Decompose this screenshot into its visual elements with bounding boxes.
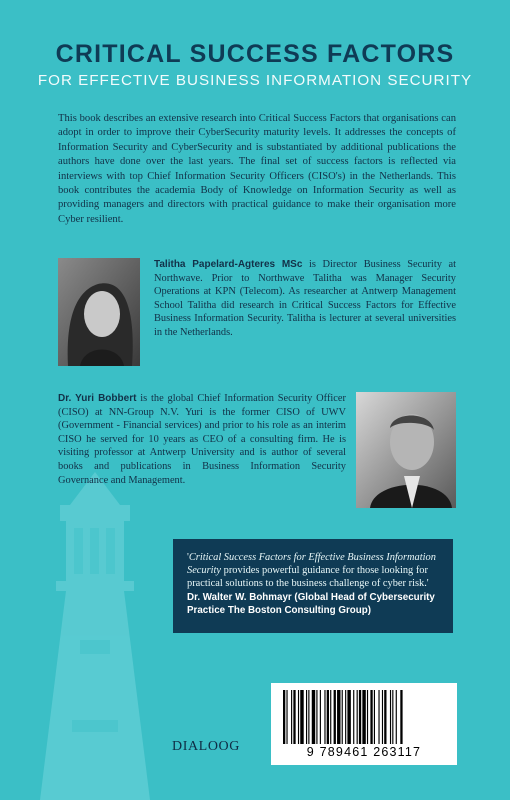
author-bio-text: is the global Chief Information Security Officer (CISO) at NN-Group N.V. Yuri is the former CISO of UWV (Government - Financial services) and prior to his role as an interim CISO he served for 10 years as CEO of a consulting firm. He is visiting professor at Antwerp University and is author of several books and publications in Business Information Security Governance and Management.: [58, 393, 346, 486]
quote-text: provides powerful guidance for those looking for practical solutions to the business challenge of cyber risk.': [187, 565, 429, 589]
book-description: This book describes an extensive research into Critical Success Factors that organisations can adopt in order to improve their CyberSecurity maturity levels. It addresses the concepts of Information Security and CyberSecurity and is substantiated by additional publications the authors have done over the last years. The final set of success factors is reflected via interviews with top Chief Information Security Officers (CISO's) in the Netherlands. This book contributes the academia Body of Knowledge on Information Security as well as providing managers and directors with practical guidance to make their organisation more Cyber resilient.: [58, 113, 456, 225]
publisher-logo: DIALOOG: [172, 739, 240, 754]
author-bio-talitha: [154, 258, 456, 340]
author-bio-text: is Director Business Security at Northwave. Prior to Northwave Talitha was Manager Security Operations at KPN (Telecom). As researcher at Antwerp Management School Talitha did research in Critical Success Factors for Effective Business Information Security. Talitha is lecturer at several universities in the Netherlands.: [154, 259, 456, 338]
isbn-barcode: [271, 683, 457, 765]
endorsement-quote: [173, 539, 453, 633]
quote-book-title: Critical Success Factors for Effective Business Information Security: [187, 552, 436, 576]
barcode-bars: [281, 690, 447, 744]
author-photo-yuri: [356, 392, 456, 508]
isbn-number: 9 789461 263117: [306, 745, 422, 759]
book-subtitle: FOR EFFECTIVE BUSINESS INFORMATION SECURITY: [37, 72, 473, 89]
author-name: Dr. Yuri Bobbert: [58, 393, 137, 404]
quote-open-mark: ': [187, 552, 189, 563]
author-photo-talitha: [58, 258, 140, 366]
quote-author: Dr. Walter W. Bohmayr (Global Head of Cybersecurity Practice The Boston Consulting Group): [187, 592, 435, 616]
book-title: CRITICAL SUCCESS FACTORS: [55, 40, 455, 68]
author-bio-yuri: [58, 392, 346, 487]
author-name: Talitha Papelard-Agteres MSc: [154, 259, 303, 270]
